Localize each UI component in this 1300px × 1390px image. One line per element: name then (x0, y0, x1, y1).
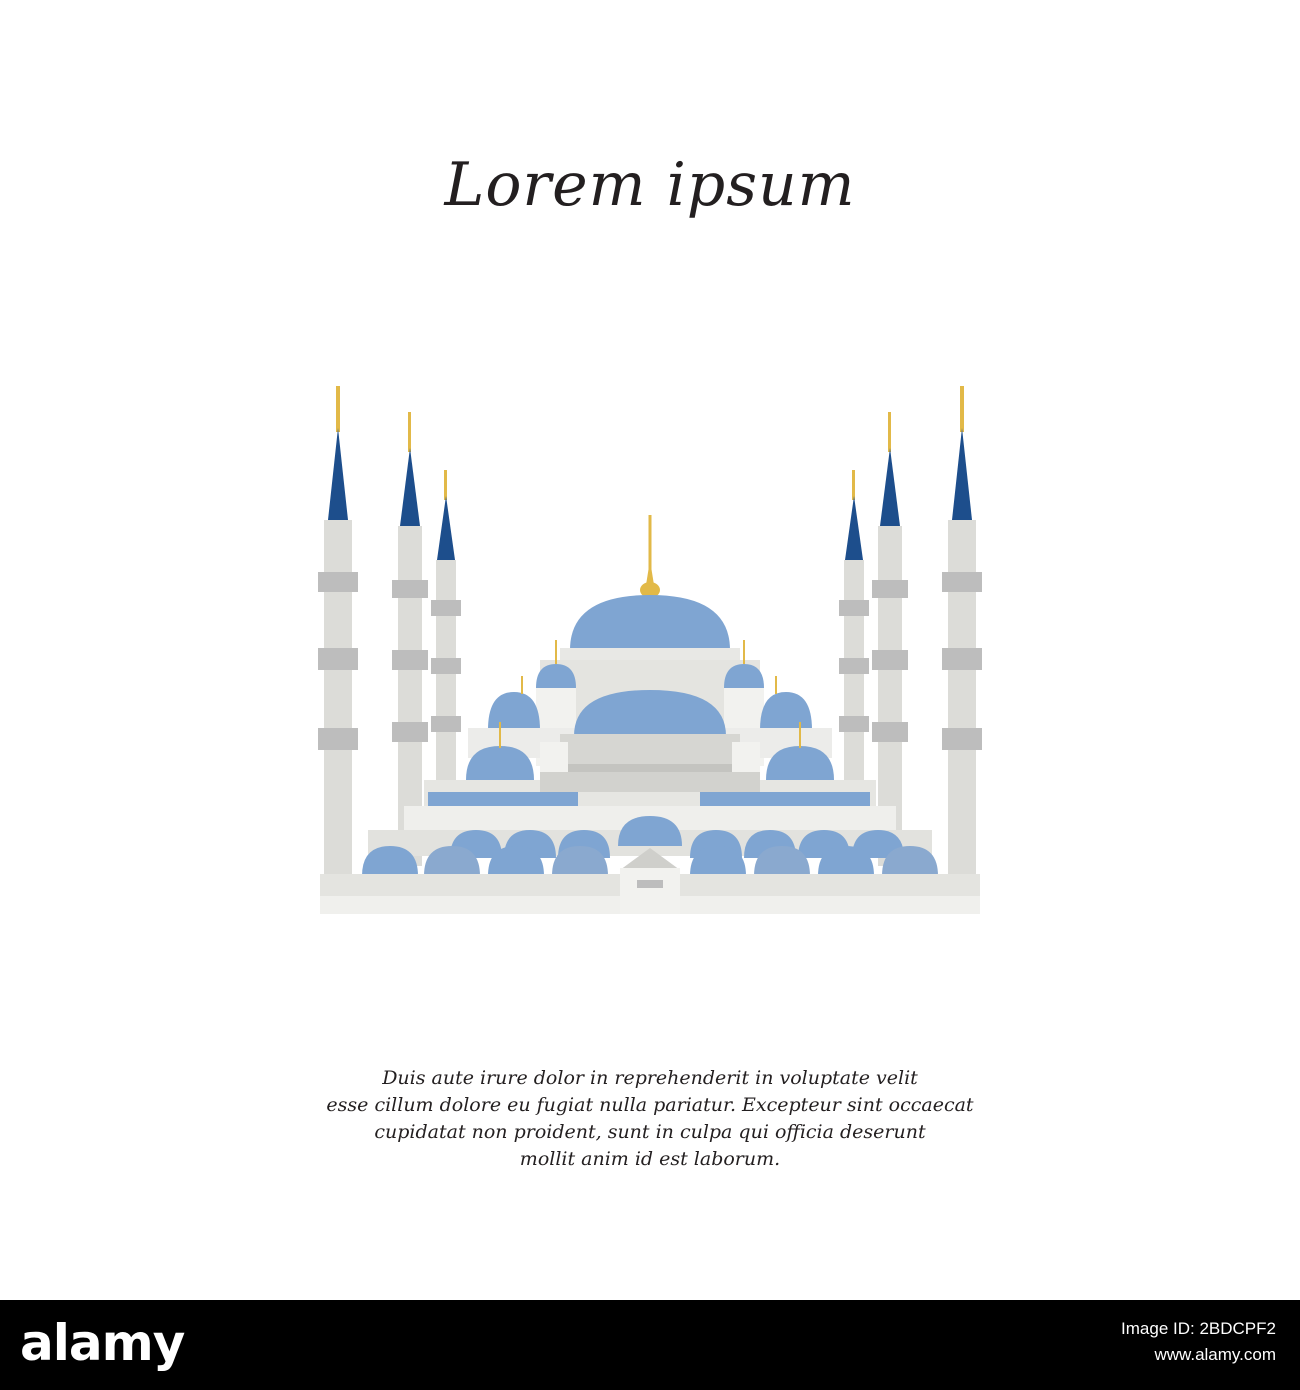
body-text (300, 1065, 1000, 1173)
blue-mosque-illustration (300, 380, 1000, 920)
body-line: Duis aute irure dolor in reprehenderit in voluptate velit (382, 1067, 918, 1089)
image-info (1121, 1316, 1276, 1368)
poster-title: Lorem ipsum (444, 150, 856, 220)
body-line: mollit anim id est laborum. (519, 1148, 781, 1170)
image-id-label: Image ID: 2BDCPF2 (1121, 1319, 1276, 1338)
body-line: cupidatat non proident, sunt in culpa qui officia deserunt (374, 1121, 926, 1143)
watermark-footer (0, 1300, 1300, 1390)
brand-logo: alamy (20, 1314, 185, 1372)
site-url[interactable]: www.alamy.com (1154, 1345, 1276, 1364)
body-line: esse cillum dolore eu fugiat nulla pariatur. Excepteur sint occaecat (326, 1094, 974, 1116)
main-dome (560, 515, 740, 668)
